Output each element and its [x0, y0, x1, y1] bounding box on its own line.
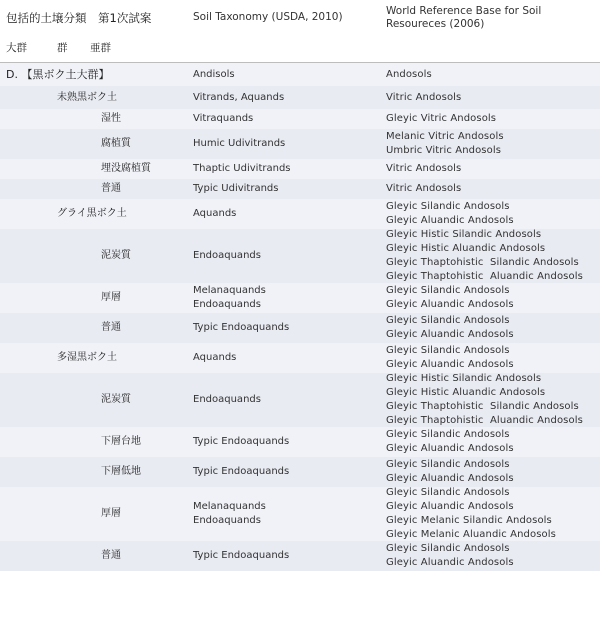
- row-wrb: [386, 344, 514, 372]
- row-soil-taxonomy: [193, 112, 253, 126]
- table-row: [0, 283, 600, 313]
- table-row: [0, 63, 600, 86]
- soil-taxonomy-line: Typic Endoaquands: [193, 550, 290, 561]
- row-japanese-class: 湿性: [101, 113, 121, 124]
- row-japanese-class: 埋没腐植質: [101, 163, 151, 174]
- soil-taxonomy-line: Humic Udivitrands: [193, 138, 286, 149]
- row-soil-taxonomy: [193, 435, 289, 449]
- soil-taxonomy-line: Typic Endoaquands: [193, 322, 290, 333]
- wrb-line: Gleyic Aluandic Andosols: [386, 215, 514, 226]
- wrb-line: Gleyic Thaptohistic Aluandic Andosols: [386, 415, 583, 426]
- wrb-line: Gleyic Melanic Aluandic Andosols: [386, 529, 556, 540]
- row-soil-taxonomy: [193, 549, 289, 563]
- row-japanese-class: 泥炭質: [101, 394, 131, 405]
- wrb-line: Vitric Andosols: [386, 91, 462, 103]
- row-wrb: [386, 372, 583, 428]
- table-row: [0, 199, 600, 229]
- soil-taxonomy-line: Vitrands, Aquands: [193, 91, 285, 103]
- row-wrb: [386, 200, 514, 228]
- row-japanese-class: 腐植質: [101, 138, 131, 149]
- wrb-line: Gleyic Silandic Andosols: [386, 201, 510, 212]
- table-row: [0, 159, 600, 179]
- wrb-line: Gleyic Silandic Andosols: [386, 543, 510, 554]
- table-row: [0, 541, 600, 571]
- row-soil-taxonomy: [193, 182, 278, 196]
- header-sub-subgroup: 亜群: [90, 42, 111, 54]
- soil-taxonomy-line: Aquands: [193, 352, 237, 363]
- table-row: [0, 109, 600, 129]
- row-soil-taxonomy: [193, 500, 266, 528]
- soil-taxonomy-line: Melanaquands: [193, 501, 266, 512]
- row-wrb: [386, 162, 461, 176]
- soil-taxonomy-line: Vitraquands: [193, 113, 254, 124]
- table-row: [0, 313, 600, 343]
- table-row: [0, 457, 600, 487]
- row-wrb: [386, 228, 583, 284]
- table-row: [0, 179, 600, 199]
- row-wrb: [386, 314, 514, 342]
- row-wrb: [386, 91, 461, 105]
- wrb-line: Gleyic Histic Aluandic Andosols: [386, 243, 546, 254]
- row-japanese-class: グライ黒ボク土: [57, 208, 127, 219]
- row-soil-taxonomy: [193, 351, 236, 365]
- row-wrb: [386, 112, 496, 126]
- soil-taxonomy-line: Endoaquands: [193, 394, 261, 405]
- wrb-line: Gleyic Silandic Andosols: [386, 345, 510, 356]
- row-soil-taxonomy: [193, 207, 236, 221]
- row-japanese-class: 泥炭質: [101, 250, 131, 261]
- row-japanese-class: 下層台地: [101, 436, 141, 447]
- row-japanese-class: 普通: [101, 183, 121, 194]
- row-japanese-class: 未熟黒ボク土: [57, 91, 117, 103]
- row-wrb: [386, 182, 461, 196]
- wrb-line: Gleyic Aluandic Andosols: [386, 299, 514, 310]
- row-japanese-class: 普通: [101, 550, 121, 561]
- row-wrb: [386, 428, 514, 456]
- wrb-line: Gleyic Histic Silandic Andosols: [386, 229, 542, 240]
- row-soil-taxonomy: [193, 284, 266, 312]
- wrb-line: Gleyic Histic Aluandic Andosols: [386, 387, 546, 398]
- header-col2-title: Soil Taxonomy (USDA, 2010): [193, 11, 343, 23]
- row-soil-taxonomy: [193, 393, 261, 407]
- row-japanese-class: D. 【黒ボク土大群】: [6, 67, 110, 81]
- soil-taxonomy-line: Endoaquands: [193, 299, 261, 310]
- soil-taxonomy-line: Aquands: [193, 208, 237, 219]
- row-wrb: [386, 68, 432, 82]
- wrb-line: Melanic Vitric Andosols: [386, 131, 504, 142]
- soil-taxonomy-line: Endoaquands: [193, 515, 261, 526]
- wrb-line: Gleyic Melanic Silandic Andosols: [386, 515, 552, 526]
- wrb-line: Gleyic Thaptohistic Aluandic Andosols: [386, 271, 583, 282]
- wrb-line: Gleyic Aluandic Andosols: [386, 359, 514, 370]
- row-wrb: [386, 486, 556, 542]
- header-col3-title-line1: World Reference Base for Soil: [386, 5, 542, 17]
- row-soil-taxonomy: [193, 68, 235, 82]
- table-row: [0, 487, 600, 541]
- wrb-line: Gleyic Aluandic Andosols: [386, 329, 514, 340]
- row-soil-taxonomy: [193, 465, 289, 479]
- row-wrb: [386, 284, 514, 312]
- soil-taxonomy-line: Melanaquands: [193, 285, 266, 296]
- soil-taxonomy-line: Andisols: [193, 68, 235, 80]
- wrb-line: Gleyic Aluandic Andosols: [386, 557, 514, 568]
- table-row: [0, 129, 600, 159]
- wrb-line: Gleyic Silandic Andosols: [386, 285, 510, 296]
- wrb-line: Vitric Andosols: [386, 183, 462, 194]
- row-wrb: [386, 130, 504, 158]
- row-japanese-class: 厚層: [101, 508, 121, 519]
- soil-taxonomy-line: Endoaquands: [193, 250, 261, 261]
- row-soil-taxonomy: [193, 137, 285, 151]
- row-soil-taxonomy: [193, 249, 261, 263]
- row-japanese-class: 下層低地: [101, 466, 141, 477]
- wrb-line: Umbric Vitric Andosols: [386, 145, 502, 156]
- table-row: [0, 373, 600, 427]
- header-col1-title: 包括的土壌分類 第1次試案: [6, 11, 152, 25]
- wrb-line: Gleyic Silandic Andosols: [386, 315, 510, 326]
- wrb-line: Gleyic Aluandic Andosols: [386, 443, 514, 454]
- header-col3-title-line2: Resoureces (2006): [386, 18, 485, 30]
- header-sub-group: 群: [57, 42, 68, 54]
- wrb-line: Gleyic Thaptohistic Silandic Andosols: [386, 257, 579, 268]
- row-japanese-class: 普通: [101, 322, 121, 333]
- wrb-line: Gleyic Aluandic Andosols: [386, 501, 514, 512]
- table-row: [0, 427, 600, 457]
- row-japanese-class: 多湿黒ボク土: [57, 352, 117, 363]
- soil-taxonomy-line: Typic Udivitrands: [193, 183, 279, 194]
- wrb-line: Gleyic Silandic Andosols: [386, 429, 510, 440]
- table-row: [0, 86, 600, 109]
- row-soil-taxonomy: [193, 321, 289, 335]
- soil-taxonomy-line: Thaptic Udivitrands: [193, 163, 291, 174]
- row-wrb: [386, 458, 514, 486]
- soil-taxonomy-line: Typic Endoaquands: [193, 466, 290, 477]
- table-row: [0, 229, 600, 283]
- row-wrb: [386, 542, 514, 570]
- table-header: [0, 0, 600, 63]
- row-soil-taxonomy: [193, 162, 291, 176]
- wrb-line: Gleyic Vitric Andosols: [386, 113, 497, 124]
- soil-taxonomy-line: Typic Endoaquands: [193, 436, 290, 447]
- table-row: [0, 343, 600, 373]
- wrb-line: Gleyic Silandic Andosols: [386, 487, 510, 498]
- header-sub-major: 大群: [6, 42, 27, 54]
- row-soil-taxonomy: [193, 91, 284, 105]
- row-japanese-class: 厚層: [101, 292, 121, 303]
- wrb-line: Gleyic Thaptohistic Silandic Andosols: [386, 401, 579, 412]
- wrb-line: Gleyic Histic Silandic Andosols: [386, 373, 542, 384]
- wrb-line: Andosols: [386, 68, 432, 80]
- wrb-line: Gleyic Silandic Andosols: [386, 459, 510, 470]
- wrb-line: Gleyic Aluandic Andosols: [386, 473, 514, 484]
- wrb-line: Vitric Andosols: [386, 163, 462, 174]
